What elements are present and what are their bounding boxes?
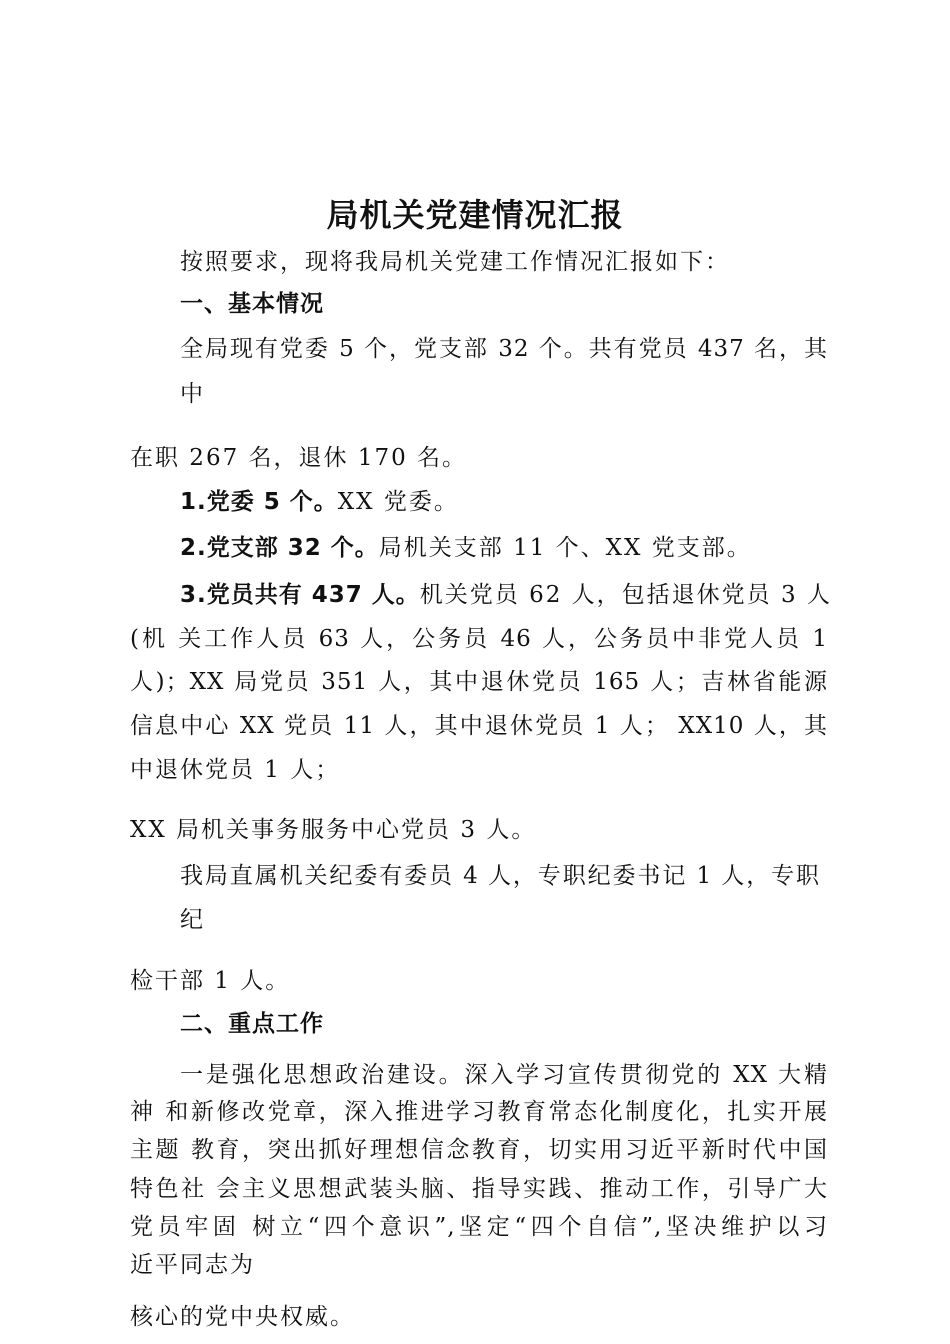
list-item-bold: 1.党委 5 个。 — [180, 489, 338, 515]
list-item-text: XX 党委。 — [337, 489, 459, 515]
paragraph-line: 中退休党员 1 人； — [130, 757, 341, 783]
list-item — [180, 487, 459, 517]
paragraph-line: 人)；XX 局党员 351 人，其中退休党员 165 人；吉林省能源 — [130, 669, 828, 695]
paragraph-line: 中 — [180, 381, 205, 407]
paragraph-line: 一是强化思想政治建设。深入学习宣传贯彻党的 XX 大精 — [180, 1062, 828, 1088]
list-item-text: 局机关支部 11 个、XX 党支部。 — [378, 535, 752, 561]
paragraph-line: XX 局机关事务服务中心党员 3 人。 — [130, 817, 537, 843]
paragraph-line: 我局直属机关纪委有委员 4 人，专职纪委书记 1 人，专职 — [180, 863, 820, 889]
paragraph-line: 神 和新修改党章，深入推进学习教育常态化制度化，扎实开展 — [130, 1099, 828, 1125]
paragraph-line: 党员牢固 树立“四个意识”,坚定“四个自信”,坚决维护以习 — [130, 1214, 828, 1240]
paragraph-line: 信息中心 XX 党员 11 人，其中退休党员 1 人； XX10 人，其 — [130, 713, 828, 739]
list-item-bold: 3.党员共有 437 人。 — [180, 582, 420, 608]
section-heading-key-work: 二、重点工作 — [180, 1011, 324, 1037]
list-item — [180, 533, 752, 563]
paragraph-line: 纪 — [180, 907, 205, 933]
intro-paragraph: 按照要求，现将我局机关党建工作情况汇报如下： — [180, 249, 730, 275]
paragraph-line: 核心的党中央权威。 — [130, 1304, 355, 1330]
paragraph-line: 检干部 1 人。 — [130, 968, 291, 994]
list-item — [180, 580, 832, 610]
list-item-bold: 2.党支部 32 个。 — [180, 535, 379, 561]
document-title: 局机关党建情况汇报 — [326, 196, 624, 234]
paragraph-line: 在职 267 名，退休 170 名。 — [130, 445, 468, 471]
section-heading-basic: 一、基本情况 — [180, 291, 324, 317]
list-item-text: 机关党员 62 人，包括退休党员 3 人 — [419, 582, 832, 608]
paragraph-line: 特色社 会主义思想武装头脑、指导实践、推动工作，引导广大 — [130, 1176, 828, 1202]
paragraph-line: 近平同志为 — [130, 1252, 255, 1278]
paragraph-line: (机 关工作人员 63 人，公务员 46 人，公务员中非党人员 1 — [130, 626, 828, 652]
paragraph-line: 全局现有党委 5 个，党支部 32 个。共有党员 437 名，其 — [180, 336, 828, 362]
paragraph-line: 主题 教育，突出抓好理想信念教育，切实用习近平新时代中国 — [130, 1137, 828, 1163]
